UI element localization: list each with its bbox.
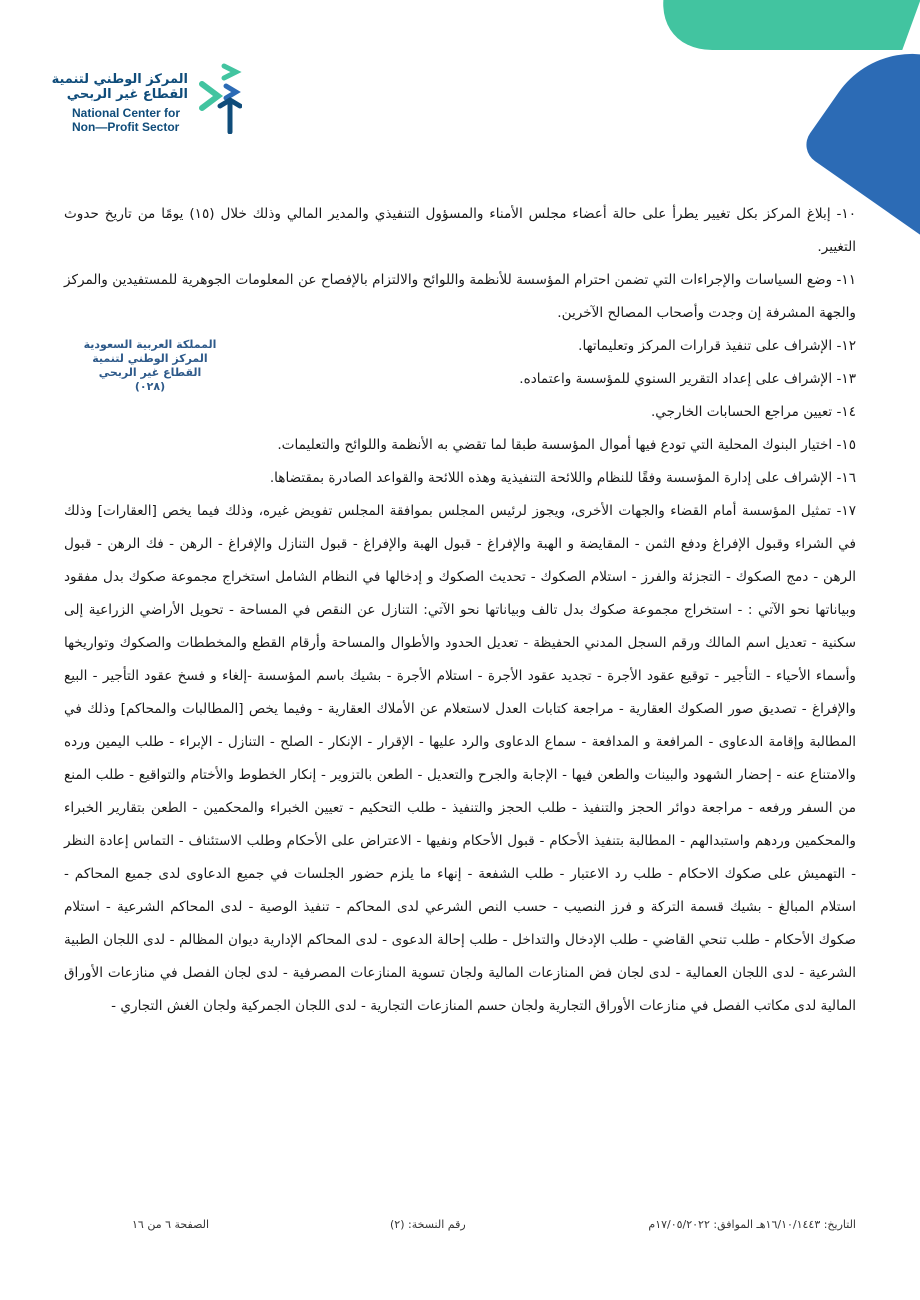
footer-version: رقم النسخة: (٢) [390,1218,466,1231]
logo-arabic-line2: القطاع غير الربحي [66,87,188,102]
paragraph-11: ١١- وضع السياسات والإجراءات التي تضمن احترام المؤسسة للأنظمة واللوائح والالتزام بالإفصاح عن المعلومات الجوهرية للمستفيدين والمركز والجهة المشرفة إن وجدت وأصحاب المصالح الآخرين. [64,272,856,321]
paragraph-16: ١٦- الإشراف على إدارة المؤسسة وفقًا للنظام واللائحة التنفيذية وهذه اللائحة والقواعد الصادرة بمقتضاها. [269,470,856,486]
paragraph-13: ١٣- الإشراف على إعداد التقرير السنوي للمؤسسة واعتماده. [519,371,856,387]
logo-english-line1: National Center for [72,106,181,120]
organization-logo [51,60,250,140]
stamp-line2: المركز الوطني لتنمية [92,352,208,365]
paragraph-17: ١٧- تمثيل المؤسسة أمام القضاء والجهات الأخرى، ويجوز لرئيس المجلس بموافقة المجلس تفويض غيره، وذلك فيما يخص [العقارات] وذلك في الشراء وقبول الإفراغ ودفع الثمن - المقايضة و الهبة والإفراغ - قبول الهبة والإفراغ - قبول التنازل والإفراغ - الرهن - فك الرهن - قبول الرهن - دمج الصكوك - التجزئة والفرز - استلام الصكوك - تحديث الصكوك و إدخالها في النظام الشامل استخراج مجموعة صكوك بدل مفقود وبياناتها نحو الآتي : - استخراج مجموعة صكوك بدل تالف وبياناتها نحو الآتي: التنازل عن النقص في المساحة - تحويل الأراضي الزراعية إلى سكنية - تعديل اسم المالك ورقم السجل المدني الحفيظة - تعديل الحدود والأطوال والمساحة وأرقام القطع والمخططات والصكوك وتواريخها وأسماء الأحياء - التأجير - توقيع عقود الأجرة - تجديد عقود الأجرة - استلام الأجرة - بشيك باسم المؤسسة -إلغاء و فسخ عقود التأجير - البيع والإفراغ - تصديق صور الصكوك العقارية - مراجعة كتابات العدل لاستعلام عن الأملاك العقارية - وفيما يخص [المطالبات والمحاكم] وذلك في المطالبة وإقامة الدعاوى - المرافعة و المدافعة - سماع الدعاوى والرد عليها - الإقرار - الإنكار - الصلح - التنازل - الإبراء - طلب اليمين ورده والامتناع عنه - إحضار الشهود والبينات والطعن فيها - الإجابة والجرح والتعديل - الطعن بالتزوير - إنكار الخطوط والأختام والتواقيع - طلب المنع من السفر ورفعه - مراجعة دوائر الحجز والتنفيذ - طلب الحجز والتنفيذ - طلب التحكيم - تعيين الخبراء والمحكمين - الطعن بتقارير الخبراء والمحكمين وردهم واستبدالهم - المطالبة بتنفيذ الأحكام - قبول الأحكام ونفيها - الاعتراض على الأحكام وطلب الاستئناف - التماس إعادة النظر - التهميش على صكوك الاحكام - طلب رد الاعتبار - طلب الشفعة - إنهاء ما يلزم حضور الجلسات في جميع الدعاوى لدى جميع المحاكم - استلام المبالغ - بشيك قسمة التركة و فرز النصيب - حسب النص الشرعي لدى المحاكم - تنفيذ الوصية - لدى المحاكم الشرعية - استلام صكوك الأحكام - طلب تنحي القاضي - طلب الإدخال والتداخل - طلب إحالة الدعوى - لدى المحاكم الإدارية ديوان المظالم - لدى اللجان الطبية الشرعية - لدى اللجان العمالية - لدى لجان فض المنازعات المالية ولجان تسوية المنازعات المصرفية - لدى لجان الفصل في منازعات الأوراق المالية لدى مكاتب الفصل في منازعات الأوراق التجارية ولجان حسم المنازعات التجارية - لدى اللجان الجمركية ولجان الغش التجاري - [64,503,856,1014]
paragraph-12: ١٢- الإشراف على تنفيذ قرارات المركز وتعليماتها. [578,338,856,354]
stamp-line4: (٠٢٨) [134,380,166,393]
stamp-line1: المملكة العربية السعودية [83,338,217,351]
header-teal-shape [642,0,920,50]
stamp-line3: القطاع غير الربحي [98,366,202,379]
logo-arabic-line1: المركز الوطني لتنمية [51,72,188,87]
paragraph-15: ١٥- اختيار البنوك المحلية التي تودع فيها أموال المؤسسة طبقا لما تقضي به الأنظمة واللوائح والتعليمات. [277,437,856,453]
logo-english-line2: Non—Profit Sector [72,120,180,134]
paragraph-14: ١٤- تعيين مراجع الحسابات الخارجي. [650,404,856,420]
footer-date: التاريخ: ١٦/١٠/١٤٤٣هـ الموافق: ١٧/٠٥/٢٠٢٢م [648,1218,856,1231]
document-body [64,198,856,1023]
paragraph-10: ١٠- إبلاغ المركز بكل تغيير يطرأ على حالة أعضاء مجلس الأمناء والمسؤول التنفيذي والمدير المالي وذلك خلال (١٥) يومًا من تاريخ حدوث التغيير. [64,206,856,255]
footer-page-number: الصفحة ٦ من ١٦ [132,1218,210,1231]
logo-mark-icon [196,62,242,134]
